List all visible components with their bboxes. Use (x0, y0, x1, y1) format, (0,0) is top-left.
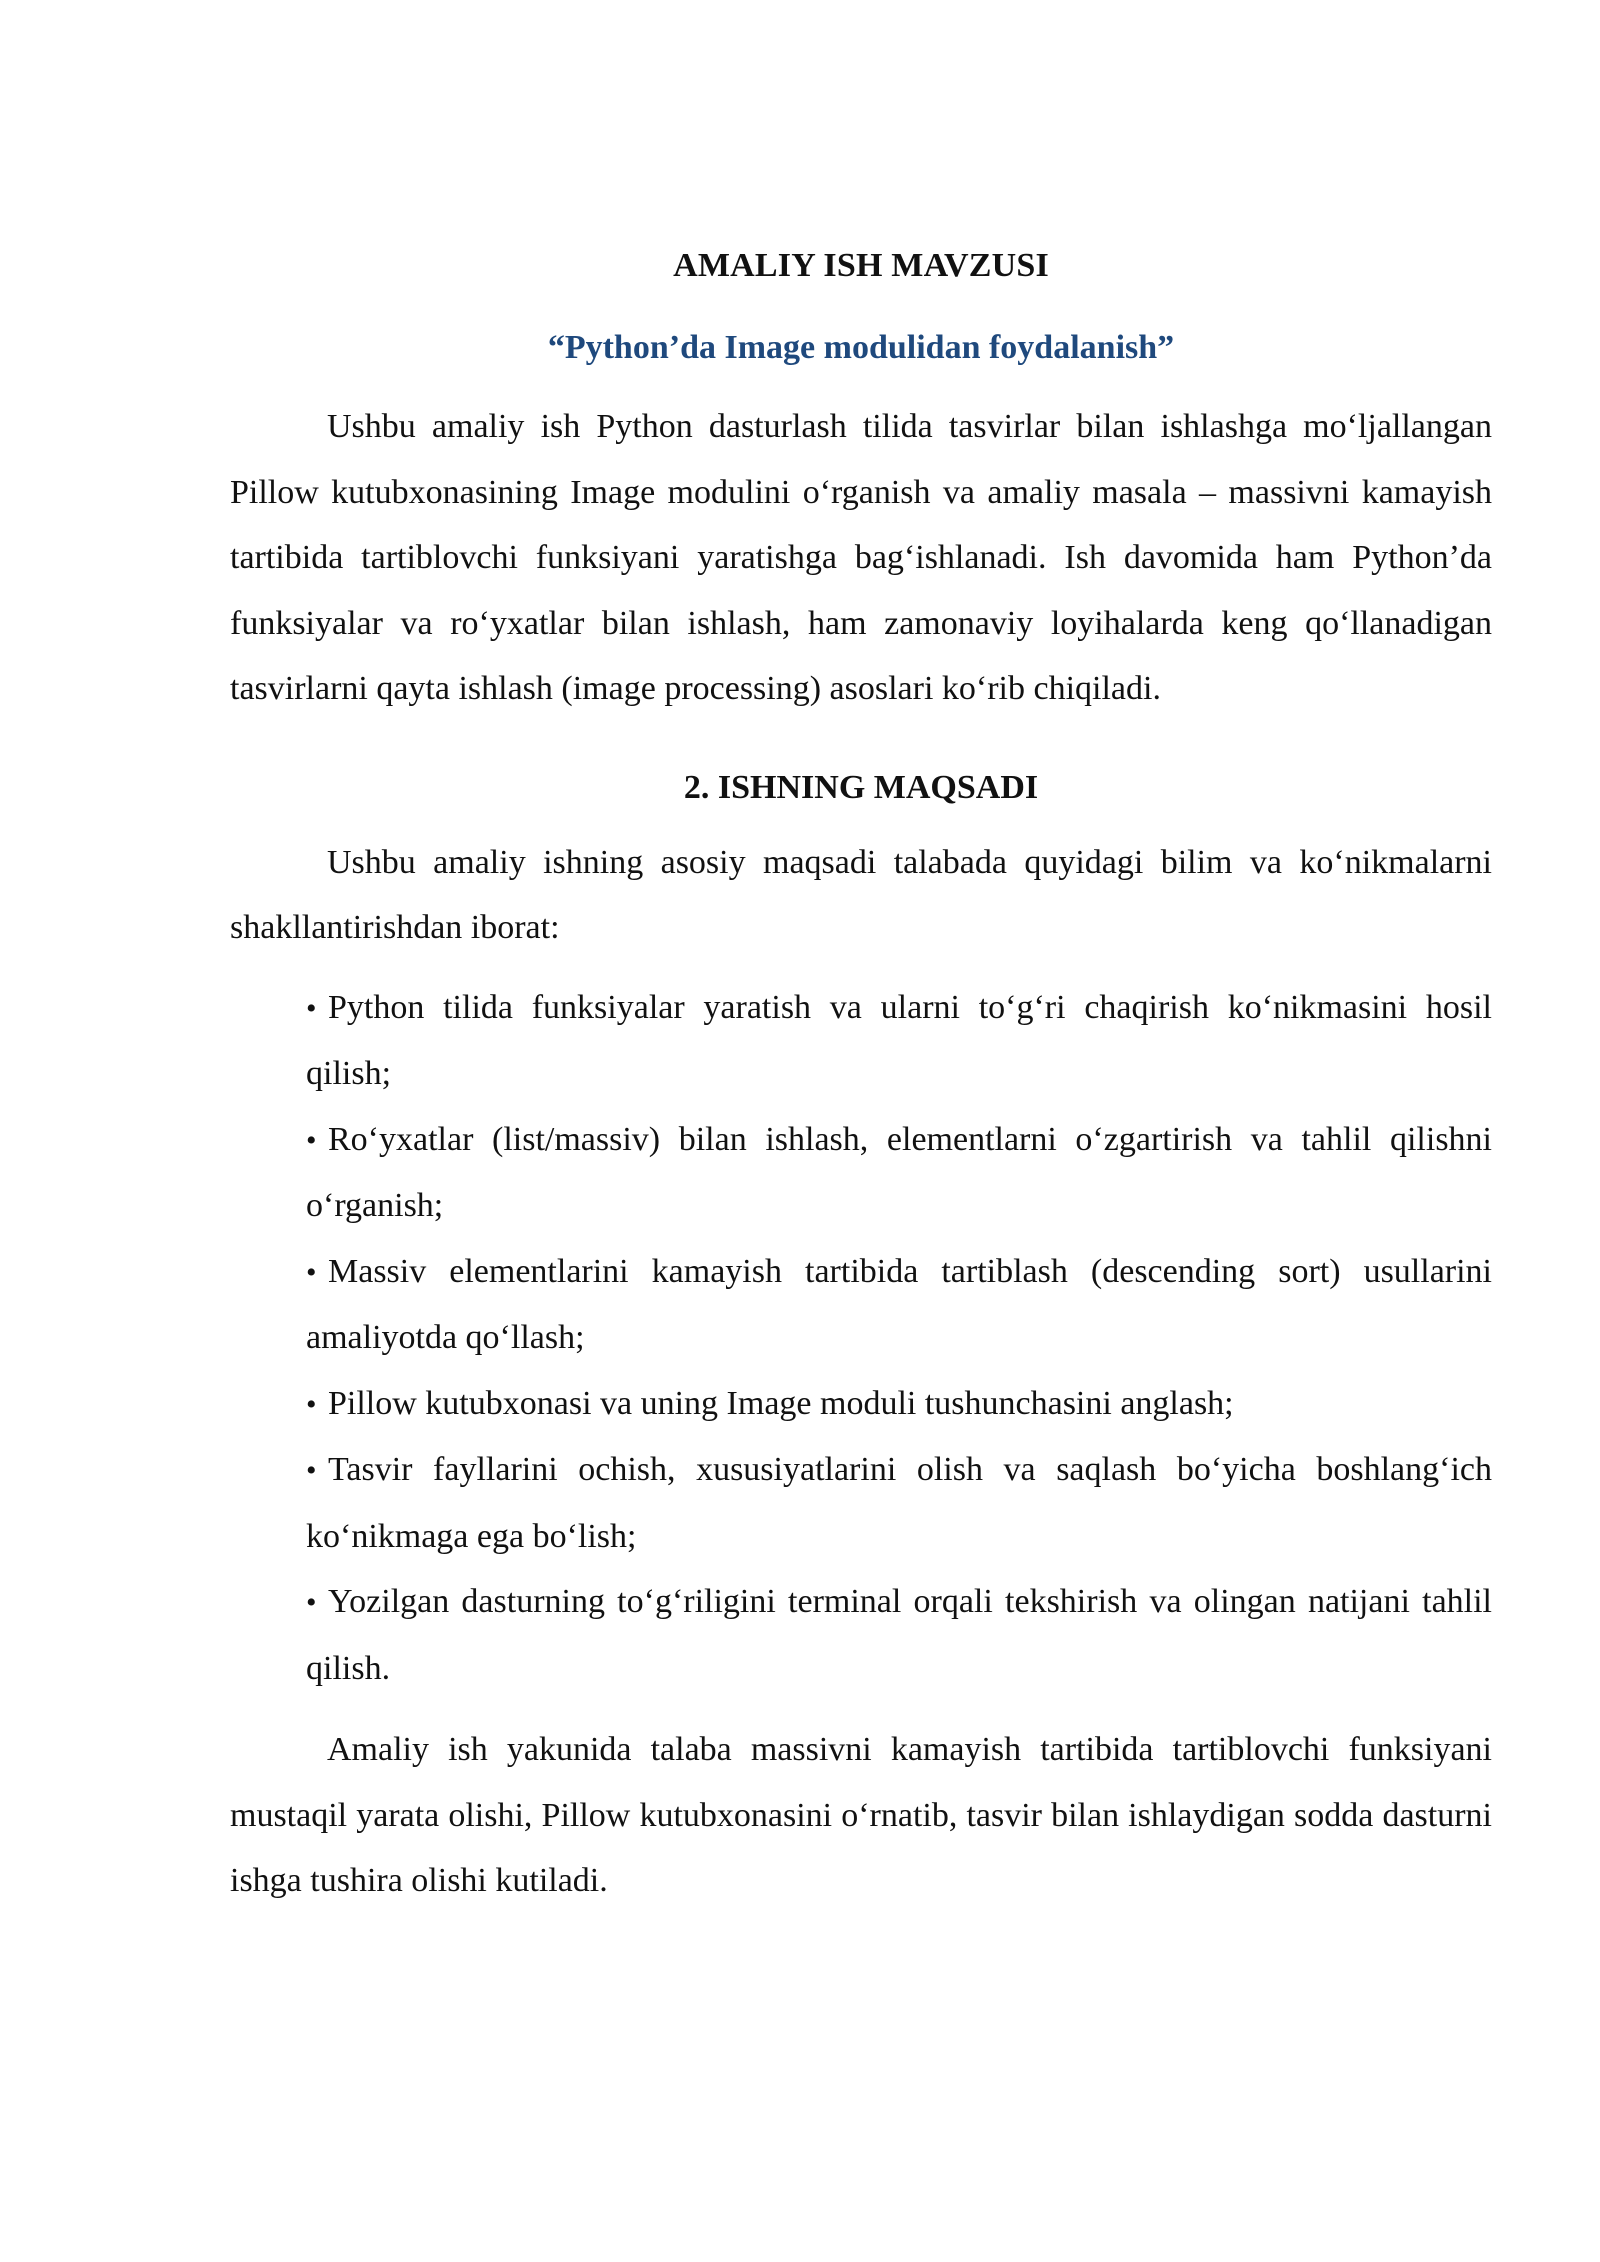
conclusion-paragraph: Amaliy ish yakunida talaba massivni kamayish tartibida tartiblovchi funksiyani mustaqil yarata olishi, Pillow kutubxonasini o‘rnatib, tasvir bilan ishlaydigan sodda dasturni ishga tushira olishi kutiladi. (230, 1731, 1492, 1899)
list-item-text: Ro‘yxatlar (list/massiv) bilan ishlash, elementlarni o‘zgartirish va tahlil qilishni o‘rganish; (306, 1120, 1492, 1224)
list-item-text: Pillow kutubxonasi va uning Image moduli tushunchasini anglash; (328, 1384, 1234, 1422)
list-item-text: Python tilida funksiyalar yaratish va ularni to‘g‘ri chaqirish ko‘nikmasini hosil qilish; (306, 988, 1492, 1092)
goals-list (230, 975, 1492, 1702)
list-item-text: Yozilgan dasturning to‘g‘riligini terminal orqali tekshirish va olingan natijani tahlil qilish. (306, 1583, 1492, 1687)
list-item (306, 1239, 1492, 1371)
bullet-icon: • (306, 991, 317, 1025)
bullet-icon: • (306, 1586, 317, 1619)
document-subtitle: “Python’da Image modulidan foydalanish” (547, 329, 1175, 366)
list-item-text: Tasvir fayllarini ochish, xususiyatlarini olish va saqlash bo‘yicha boshlang‘ich ko‘nikmaga ega bo‘lish; (306, 1451, 1492, 1555)
list-item (306, 1107, 1492, 1239)
section-title-goals: 2. ISHNING MAQSADI (683, 768, 1039, 806)
list-item (306, 1371, 1492, 1438)
list-item (306, 1437, 1492, 1569)
list-item-text: Massiv elementlarini kamayish tartibida tartiblash (descending sort) usullarini amaliyotda qo‘llash; (306, 1252, 1492, 1356)
intro-paragraph: Ushbu amaliy ish Python dasturlash tilida tasvirlar bilan ishlashga mo‘ljallangan Pillow kutubxonasining Image modulini o‘rganish va amaliy masala – massivni kamayish tartibida tartiblovchi funksiyani yaratishga bag‘ishlanadi. Ish davomida ham Python’da funksiyalar va ro‘yxatlar bilan ishlash, ham zamonaviy loyihalarda keng qo‘llanadigan tasvirlarni qayta ishlash (image processing) asoslari ko‘rib chiqiladi. (230, 408, 1492, 707)
list-item (306, 975, 1492, 1107)
bullet-icon: • (306, 1255, 317, 1289)
bullet-icon: • (306, 1454, 317, 1487)
bullet-icon: • (306, 1387, 317, 1421)
list-item (306, 1569, 1492, 1701)
document-title: AMALIY ISH MAVZUSI (673, 247, 1049, 284)
document-page (230, 246, 1492, 1914)
bullet-icon: • (306, 1123, 317, 1157)
goals-intro-paragraph: Ushbu amaliy ishning asosiy maqsadi talabada quyidagi bilim va ko‘nikmalarni shakllantirishdan iborat: (230, 843, 1492, 946)
